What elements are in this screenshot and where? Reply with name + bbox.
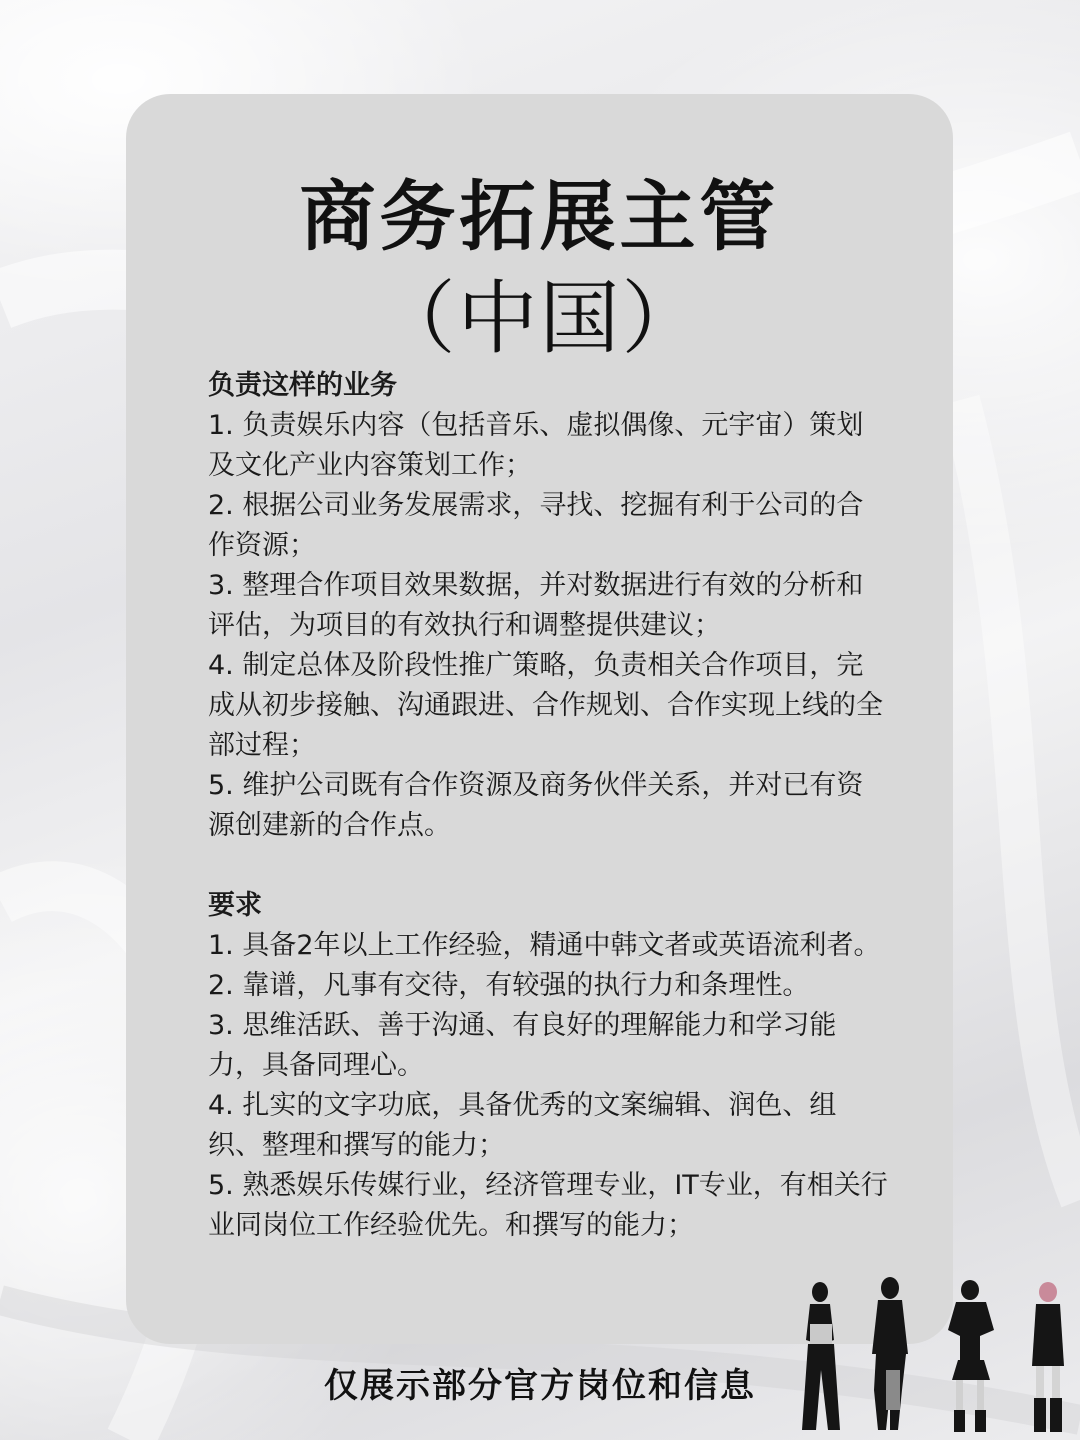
- section-spacer: [208, 846, 888, 886]
- responsibility-item: 3. 整理合作项目效果数据，并对数据进行有效的分析和评估，为项目的有效执行和调整提供建议；: [208, 570, 864, 641]
- group-figures-image: [790, 1270, 1080, 1440]
- responsibility-item: 5. 维护公司既有合作资源及商务伙伴关系，并对已有资源创建新的合作点。: [208, 770, 864, 841]
- requirement-item: 1. 具备2年以上工作经验，精通中韩文者或英语流利者。: [208, 930, 881, 961]
- requirement-item: 5. 熟悉娱乐传媒行业，经济管理专业，IT专业，有相关行业同岗位工作经验优先。和撰写的能力；: [208, 1170, 888, 1241]
- figure-silhouette: [802, 1282, 840, 1430]
- responsibility-item: 1. 负责娱乐内容（包括音乐、虚拟偶像、元宇宙）策划及文化产业内容策划工作；: [208, 410, 864, 481]
- figure-silhouette: [948, 1280, 994, 1432]
- responsibility-item: 4. 制定总体及阶段性推广策略，负责相关合作项目，完成从初步接触、沟通跟进、合作规划、合作实现上线的全部过程；: [208, 650, 883, 761]
- footer-note: 仅展示部分官方岗位和信息: [324, 1366, 756, 1406]
- requirement-item: 3. 思维活跃、善于沟通、有良好的理解能力和学习能力，具备同理心。: [208, 1010, 837, 1081]
- job-region: （中国）: [375, 272, 704, 365]
- requirement-item: 2. 靠谱，凡事有交待，有较强的执行力和条理性。: [208, 970, 810, 1001]
- job-title: 商务拓展主管: [299, 172, 780, 261]
- requirements-heading: 要求: [208, 890, 262, 921]
- responsibility-item: 2. 根据公司业务发展需求，寻找、挖掘有利于公司的合作资源；: [208, 490, 864, 561]
- job-card: [126, 94, 953, 1344]
- figure-silhouette: [1032, 1282, 1064, 1432]
- job-description: [208, 366, 888, 1246]
- figure-silhouette: [872, 1277, 908, 1430]
- responsibilities-heading: 负责这样的业务: [208, 370, 397, 401]
- requirement-item: 4. 扎实的文字功底，具备优秀的文案编辑、润色、组织、整理和撰写的能力；: [208, 1090, 837, 1161]
